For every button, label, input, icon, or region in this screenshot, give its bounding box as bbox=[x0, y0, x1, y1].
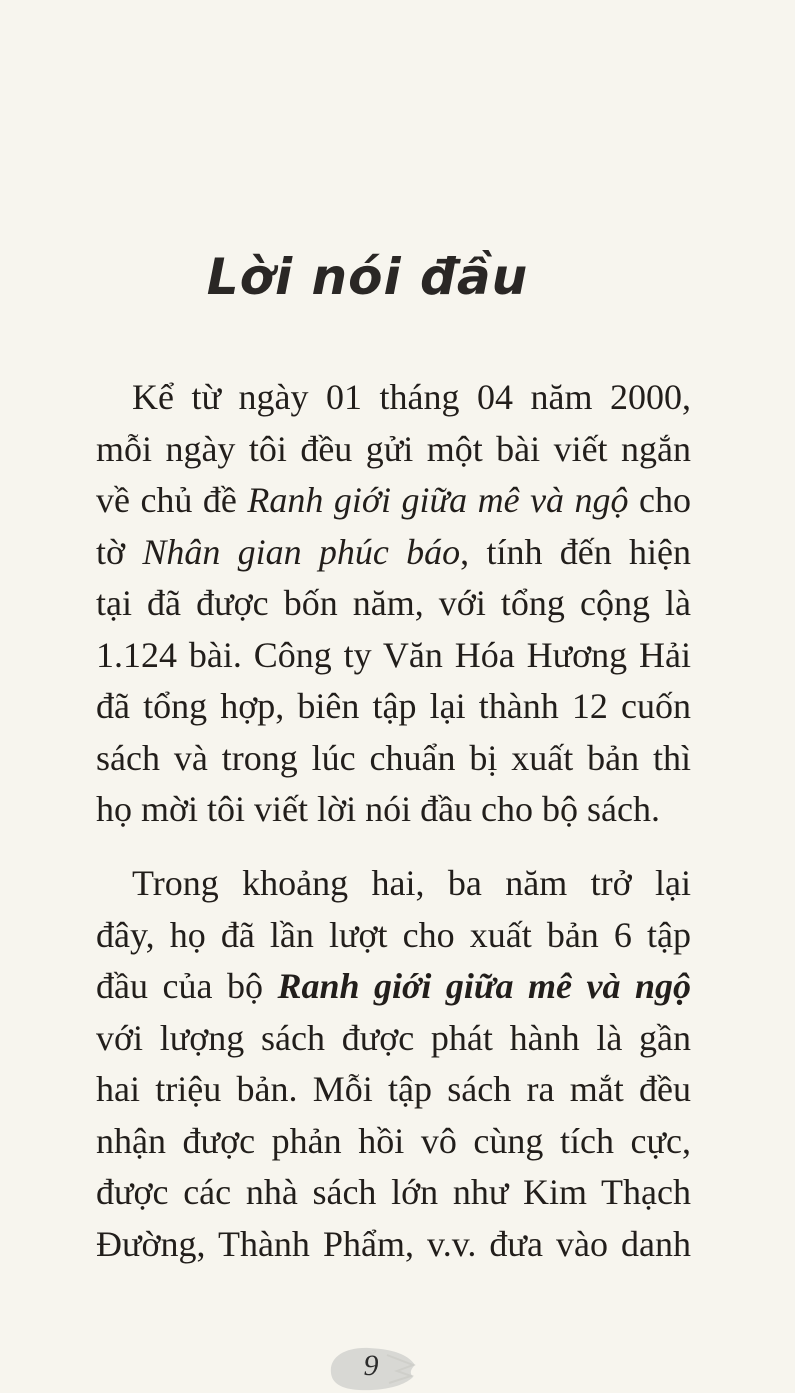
text-line bbox=[96, 475, 691, 527]
text-run: cho bbox=[628, 480, 691, 520]
text-line: mỗi ngày tôi đều gửi một bài viết ngắn bbox=[96, 428, 691, 469]
text-line: đây, họ đã lần lượt cho xuất bản 6 tập bbox=[96, 914, 691, 955]
text-line: tại đã được bốn năm, với tổng cộng là bbox=[96, 583, 691, 623]
text-line bbox=[96, 527, 691, 579]
page-number-badge bbox=[327, 1343, 417, 1393]
chapter-title: Lời nói đầu bbox=[206, 248, 529, 306]
text-run: đầu của bộ bbox=[96, 966, 278, 1006]
text-line: sách và trong lúc chuẩn bị xuất bản thì bbox=[96, 737, 691, 778]
text-line: hai triệu bản. Mỗi tập sách ra mắt đều bbox=[96, 1069, 691, 1109]
text-line: được các nhà sách lớn như Kim Thạch bbox=[96, 1172, 691, 1212]
text-line: đã tổng hợp, biên tập lại thành 12 cuốn bbox=[96, 686, 691, 726]
text-line: 1.124 bài. Công ty Văn Hóa Hương Hải bbox=[96, 634, 691, 675]
book-title-bold-italic: Ranh giới giữa mê và ngộ bbox=[277, 966, 691, 1006]
text-run: , tính đến hiện bbox=[460, 531, 691, 572]
text-line: với lượng sách được phát hành là gần bbox=[96, 1017, 691, 1058]
text-line: Đường, Thành Phẩm, v.v. đưa vào danh bbox=[96, 1223, 691, 1264]
text-line bbox=[96, 961, 691, 1013]
text-line: Kể từ ngày 01 tháng 04 năm 2000, bbox=[132, 377, 691, 417]
text-line: họ mời tôi viết lời nói đầu cho bộ sách. bbox=[96, 789, 660, 829]
text-line: nhận được phản hồi vô cùng tích cực, bbox=[96, 1120, 691, 1161]
paragraph-2 bbox=[96, 858, 691, 1270]
paragraph-1 bbox=[96, 372, 691, 836]
book-title-italic: Ranh giới giữa mê và ngộ bbox=[247, 480, 629, 520]
text-line: Trong khoảng hai, ba năm trở lại bbox=[132, 863, 691, 903]
page-number: 9 bbox=[363, 1349, 379, 1382]
newspaper-title-italic: Nhân gian phúc báo bbox=[142, 531, 461, 572]
text-run: về chủ đề bbox=[96, 480, 248, 520]
text-run: tờ bbox=[96, 531, 143, 572]
